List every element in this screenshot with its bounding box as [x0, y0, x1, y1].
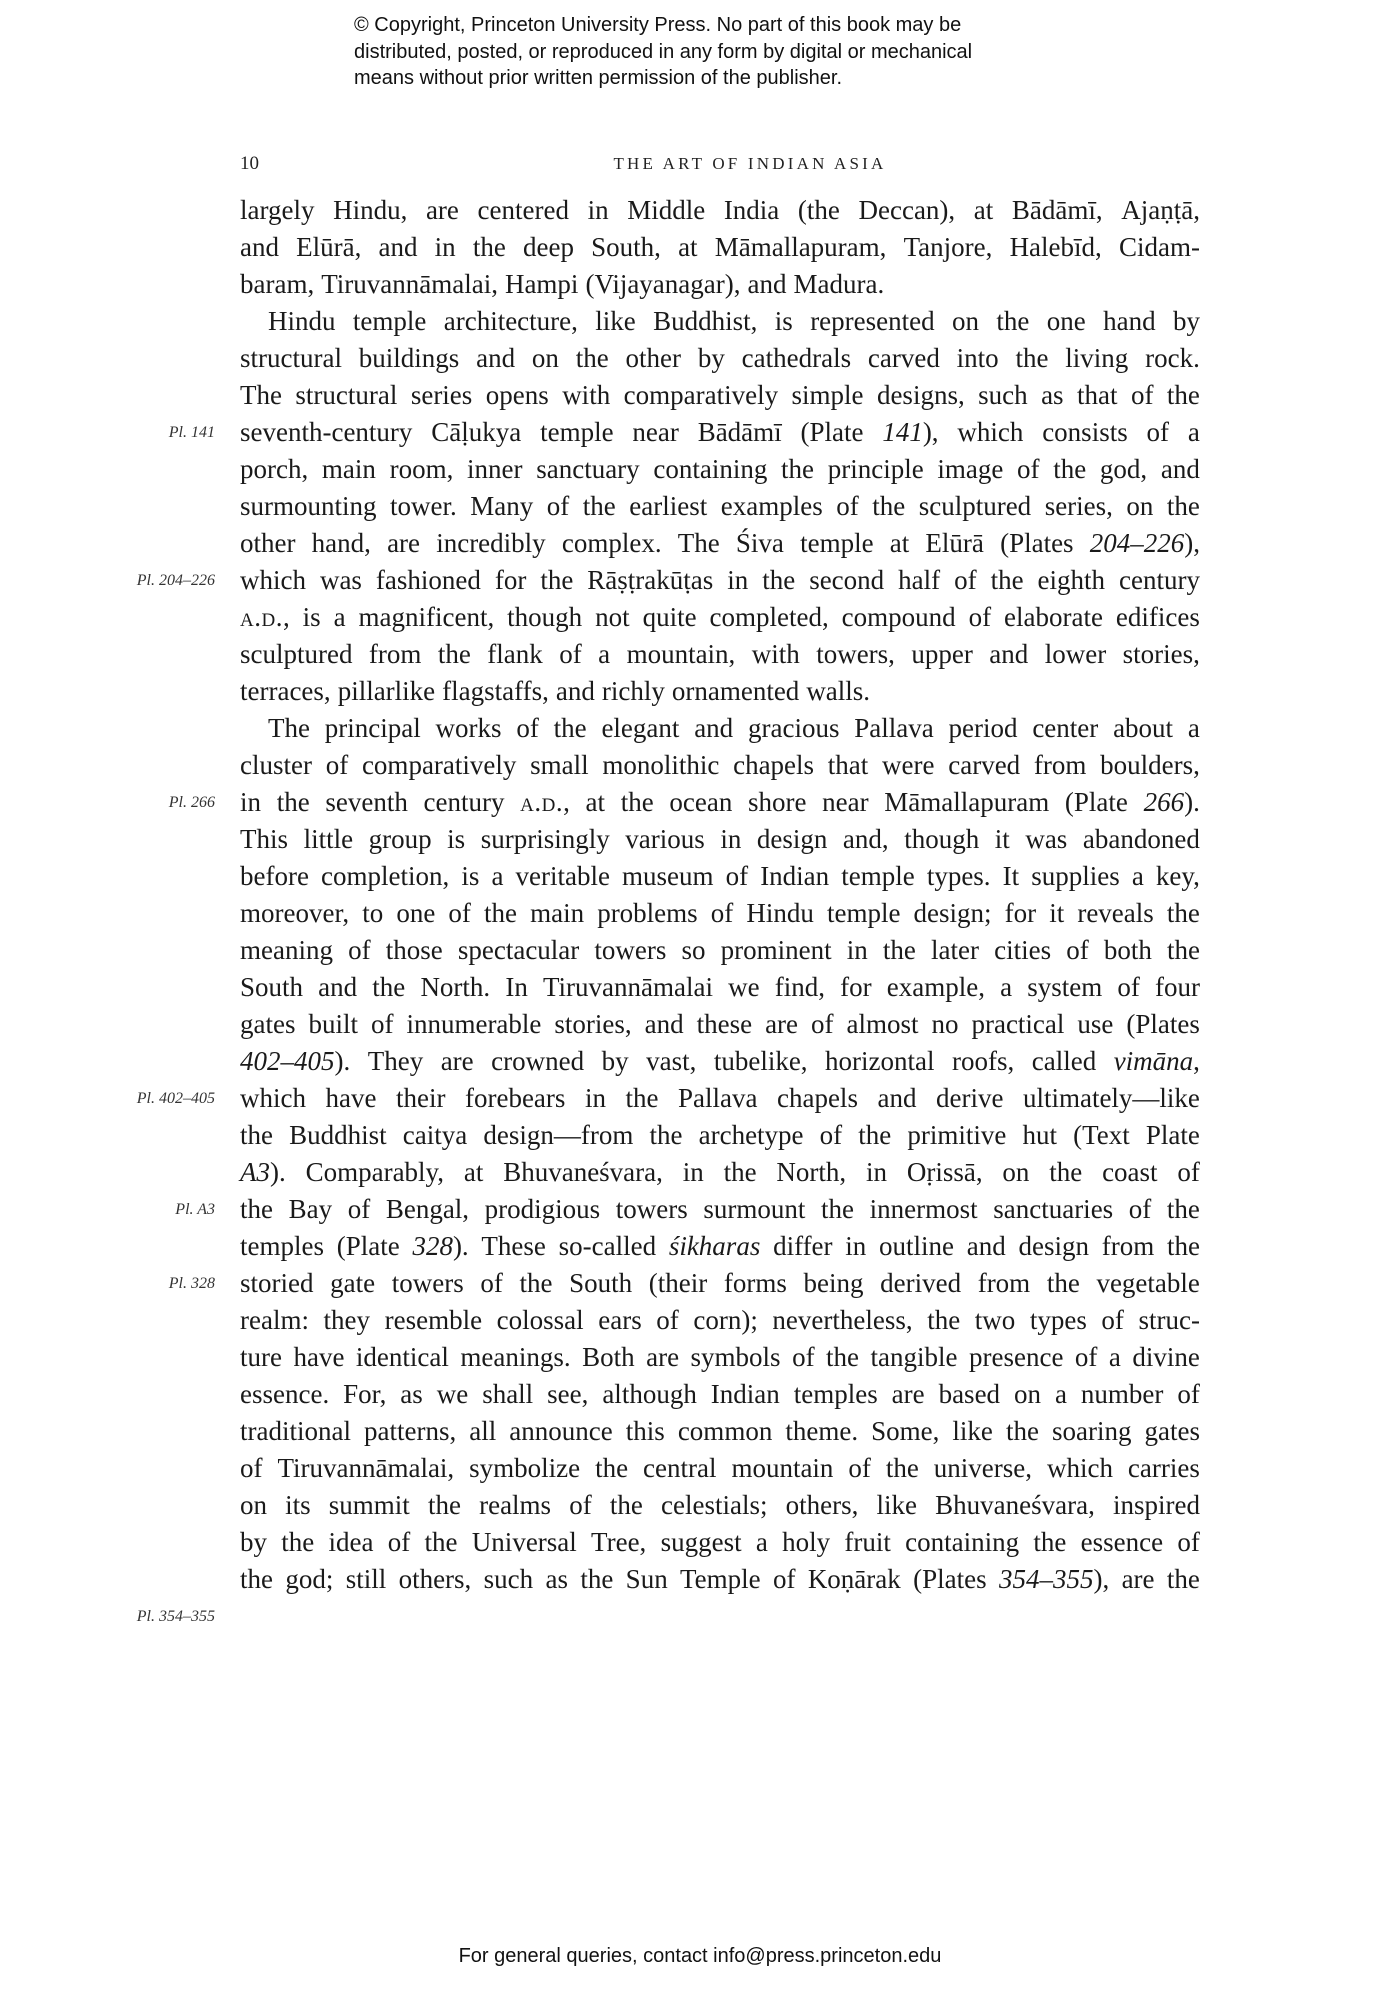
text-line: and Elūrā, and in the deep South, at Māmallapuram, Tanjore, Halebīd, Cidam- [240, 232, 1200, 262]
text-line: other hand, are incredibly complex. The Śiva temple at Elūrā (Plates 204–226), [240, 528, 1200, 558]
text-line: structural buildings and on the other by cathedrals carved into the living rock. [240, 343, 1200, 373]
text-line: surmounting tower. Many of the earliest examples of the sculptured series, on the [240, 491, 1200, 521]
plate-reference-note: Pl. 328 [168, 1275, 215, 1292]
copyright-line: © Copyright, Princeton University Press. No part of this book may be [354, 14, 962, 36]
text-line: moreover, to one of the main problems of Hindu temple design; for it reveals the [240, 898, 1200, 928]
text-line: cluster of comparatively small monolithic chapels that were carved from boulders, [240, 750, 1200, 780]
plate-reference-note: Pl. 266 [168, 794, 215, 811]
text-line: the god; still others, such as the Sun Temple of Koṇārak (Plates 354–355), are the [240, 1564, 1200, 1594]
running-title: THE ART OF INDIAN ASIA [613, 154, 887, 173]
copyright-notice [354, 12, 1114, 92]
text-line: largely Hindu, are centered in Middle India (the Deccan), at Bādāmī, Ajaṇṭā, [240, 195, 1200, 225]
text-line: in the seventh century a.d., at the ocean shore near Māmallapuram (Plate 266). [240, 787, 1200, 817]
text-line: The principal works of the elegant and gracious Pallava period center about a [268, 713, 1200, 743]
text-line: baram, Tiruvannāmalai, Hampi (Vijayanagar), and Madura. [240, 269, 885, 299]
text-line: the Bay of Bengal, prodigious towers surmount the innermost sanctuaries of the [240, 1194, 1200, 1224]
text-line: before completion, is a veritable museum of Indian temple types. It supplies a key, [240, 861, 1200, 891]
text-line: seventh-century Cāḷukya temple near Bādāmī (Plate 141), which consists of a [240, 417, 1200, 447]
text-line: by the idea of the Universal Tree, suggest a holy fruit containing the essence of [240, 1527, 1200, 1557]
plate-reference-note: Pl. 204–226 [136, 572, 215, 589]
plate-reference-note: Pl. A3 [175, 1201, 215, 1218]
footer-contact: For general queries, contact info@press.princeton.edu [458, 1945, 942, 1967]
plate-reference-note: Pl. 402–405 [136, 1090, 215, 1107]
text-line: This little group is surprisingly various in design and, though it was abandoned [240, 824, 1200, 854]
body-text [240, 192, 1200, 1598]
text-line: storied gate towers of the South (their forms being derived from the vegetable [240, 1268, 1200, 1298]
text-line: on its summit the realms of the celestials; others, like Bhuvaneśvara, inspired [240, 1490, 1200, 1520]
text-line: porch, main room, inner sanctuary containing the principle image of the god, and [240, 454, 1200, 484]
text-line: 402–405). They are crowned by vast, tubelike, horizontal roofs, called vimāna, [240, 1046, 1200, 1076]
page-number: 10 [240, 153, 259, 174]
text-line: The structural series opens with comparatively simple designs, such as that of the [240, 380, 1200, 410]
text-line: temples (Plate 328). These so-called śikharas differ in outline and design from the [240, 1231, 1200, 1261]
text-line: of Tiruvannāmalai, symbolize the central mountain of the universe, which carries [240, 1453, 1200, 1483]
plate-reference-note: Pl. 354–355 [136, 1608, 215, 1625]
text-line: sculptured from the flank of a mountain, with towers, upper and lower stories, [240, 639, 1200, 669]
text-line: traditional patterns, all announce this common theme. Some, like the soaring gates [240, 1416, 1200, 1446]
text-line: the Buddhist caitya design—from the archetype of the primitive hut (Text Plate [240, 1120, 1200, 1150]
text-line: A3). Comparably, at Bhuvaneśvara, in the North, in Oṛissā, on the coast of [240, 1157, 1200, 1187]
text-line: which was fashioned for the Rāṣṭrakūṭas in the second half of the eighth century [240, 565, 1200, 595]
copyright-line: means without prior written permission of the publisher. [354, 67, 843, 89]
text-line: South and the North. In Tiruvannāmalai we find, for example, a system of four [240, 972, 1200, 1002]
text-line: a.d., is a magnificent, though not quite completed, compound of elaborate edifices [240, 602, 1200, 632]
text-line: ture have identical meanings. Both are symbols of the tangible presence of a divine [240, 1342, 1200, 1372]
text-line: meaning of those spectacular towers so prominent in the later cities of both the [240, 935, 1200, 965]
text-line: gates built of innumerable stories, and these are of almost no practical use (Plates [240, 1009, 1200, 1039]
text-line: Hindu temple architecture, like Buddhist, is represented on the one hand by [268, 306, 1200, 336]
text-line: realm: they resemble colossal ears of corn); nevertheless, the two types of struc- [240, 1305, 1200, 1335]
copyright-line: distributed, posted, or reproduced in any form by digital or mechanical [354, 40, 973, 63]
plate-reference-note: Pl. 141 [168, 424, 215, 441]
text-line: essence. For, as we shall see, although Indian temples are based on a number of [240, 1379, 1200, 1409]
text-line: terraces, pillarlike flagstaffs, and richly ornamented walls. [240, 676, 871, 706]
text-line: which have their forebears in the Pallava chapels and derive ultimately—like [240, 1083, 1200, 1113]
